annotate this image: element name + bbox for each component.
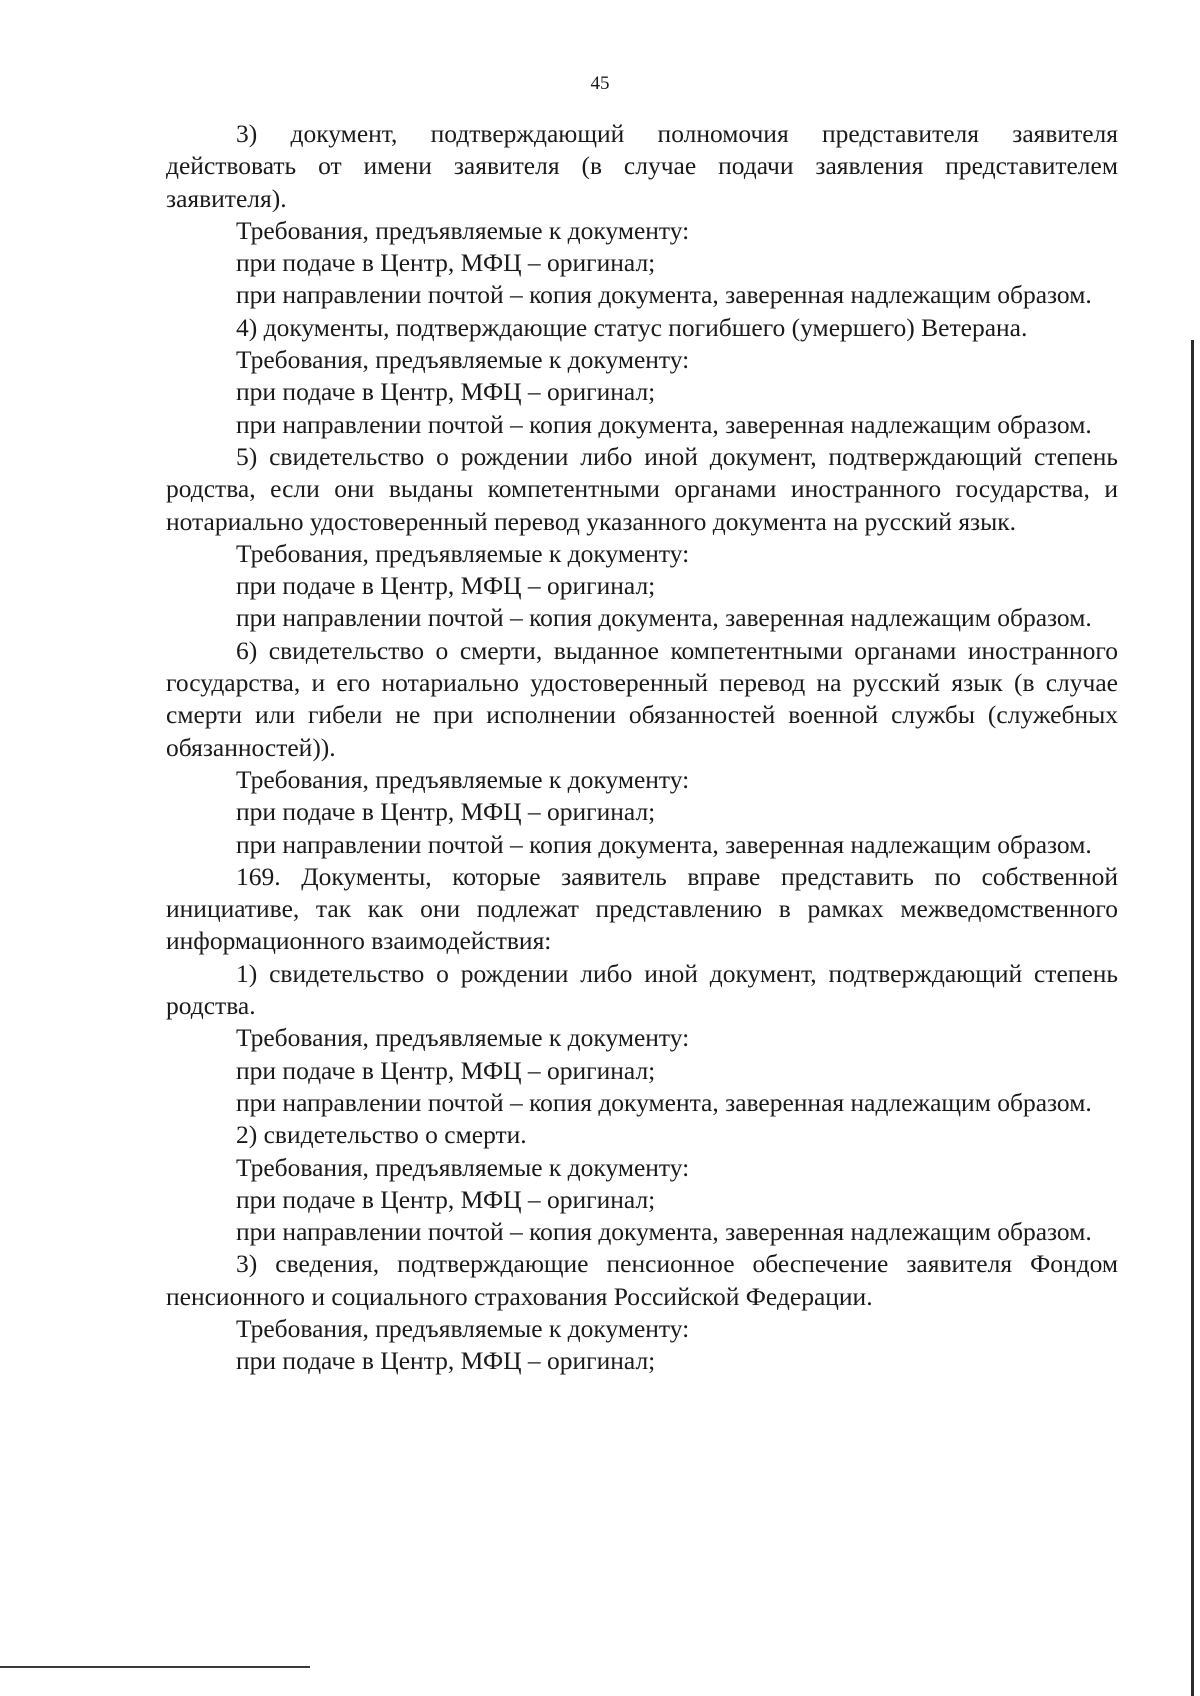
paragraph: 3) сведения, подтверждающие пенсионное обеспечение заявителя Фондом пенсионного и социального страхования Российской Федерации. <box>166 1249 1118 1311</box>
paragraph: при направлении почтой – копия документа, заверенная надлежащим образом. <box>236 603 1092 633</box>
paragraph: Требования, предъявляемые к документу: <box>236 345 690 375</box>
paragraph: при направлении почтой – копия документа, заверенная надлежащим образом. <box>236 1087 1092 1117</box>
paragraph: 1) свидетельство о рождении либо иной документ, подтверждающий степень родства. <box>166 958 1118 1021</box>
paragraph: Требования, предъявляемые к документу: <box>236 1152 690 1182</box>
paragraph: 6) свидетельство о смерти, выданное компетентными органами иностранного государства, и его нотариально удостоверенный перевод на русский язык (в случае смерти или гибели не при исполнении обязанностей военной службы (служебных обязанностей)). <box>166 635 1118 762</box>
paragraph: при подаче в Центр, МФЦ – оригинал; <box>236 1346 656 1376</box>
paragraph: 2) свидетельство о смерти. <box>236 1120 527 1150</box>
paragraph: при подаче в Центр, МФЦ – оригинал; <box>236 377 656 407</box>
paragraph: при направлении почтой – копия документа, заверенная надлежащим образом. <box>236 409 1092 439</box>
paragraph: при направлении почтой – копия документа, заверенная надлежащим образом. <box>236 1217 1092 1247</box>
scan-edge-line <box>1191 340 1194 1696</box>
paragraph: 5) свидетельство о рождении либо иной документ, подтверждающий степень родства, если они выданы компетентными органами иностранного государства, и нотариально удостоверенный перевод указанного документа на русский язык. <box>166 441 1118 536</box>
paragraph: 169. Документы, которые заявитель вправе представить по собственной инициативе, так как они подлежат представлению в рамках межведомственного информационного взаимодействия: <box>166 861 1118 956</box>
paragraph: 3) документ, подтверждающий полномочия представителя заявителя действовать от имени заявителя (в случае подачи заявления представителем заявителя). <box>166 119 1118 213</box>
paragraph: при подаче в Центр, МФЦ – оригинал; <box>236 797 656 827</box>
page-number: 45 <box>590 73 610 94</box>
paragraph: при направлении почтой – копия документа, заверенная надлежащим образом. <box>236 829 1092 859</box>
paragraph: Требования, предъявляемые к документу: <box>236 1313 690 1343</box>
paragraph: Требования, предъявляемые к документу: <box>236 215 690 245</box>
paragraph: при подаче в Центр, МФЦ – оригинал; <box>236 1184 656 1214</box>
paragraph: Требования, предъявляемые к документу: <box>236 538 690 568</box>
paragraph: 4) документы, подтверждающие статус погибшего (умершего) Ветерана. <box>236 312 1028 342</box>
paragraph: при подаче в Центр, МФЦ – оригинал; <box>236 571 656 601</box>
paragraph: Требования, предъявляемые к документу: <box>236 764 690 794</box>
paragraph: при подаче в Центр, МФЦ – оригинал; <box>236 1055 656 1085</box>
paragraph: при подаче в Центр, МФЦ – оригинал; <box>236 248 656 278</box>
document-body <box>166 118 1118 1378</box>
scan-edge-line <box>0 1666 310 1668</box>
paragraph: при направлении почтой – копия документа, заверенная надлежащим образом. <box>236 280 1092 310</box>
paragraph: Требования, предъявляемые к документу: <box>236 1023 690 1053</box>
